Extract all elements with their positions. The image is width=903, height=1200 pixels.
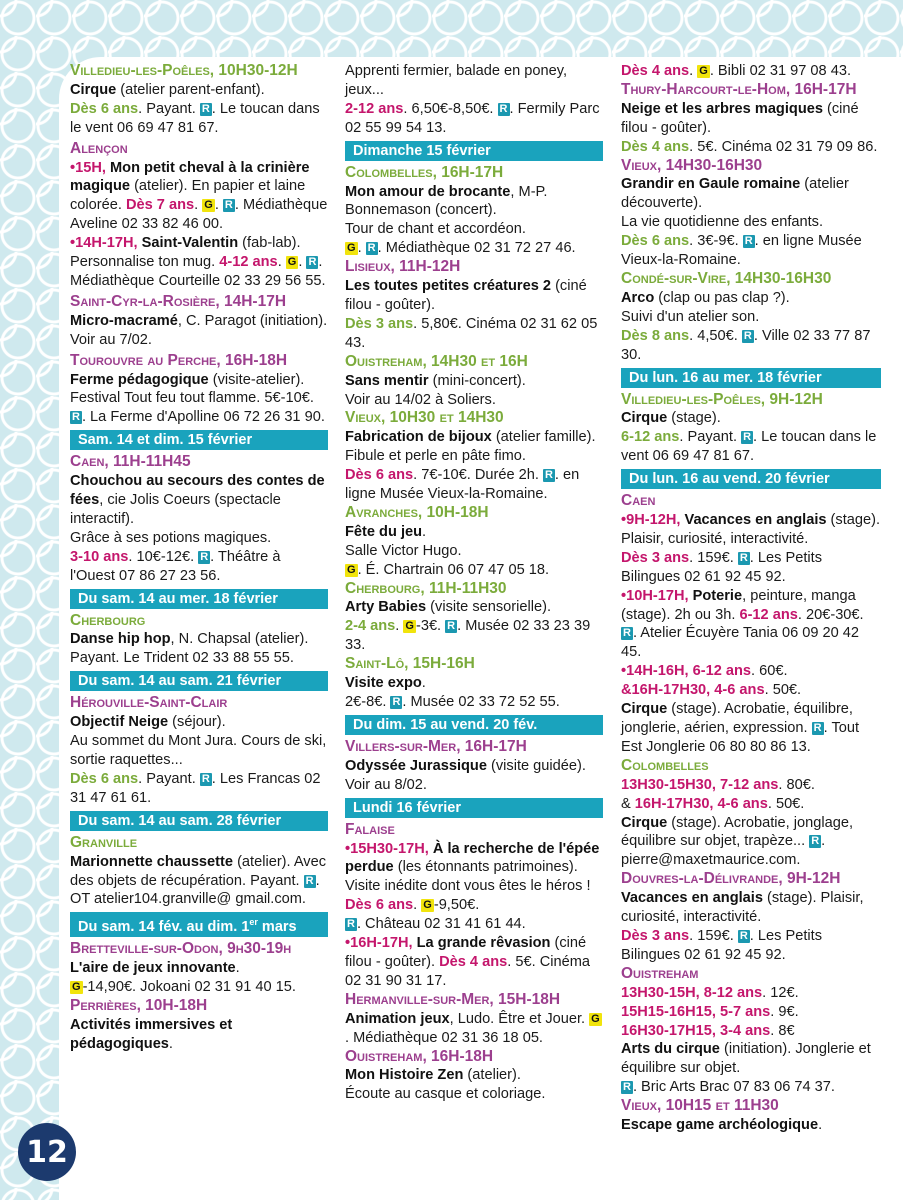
event-title: Cirque: [621, 814, 668, 831]
event-title: Arco: [621, 289, 655, 306]
date-header: Lundi 16 février: [345, 798, 603, 818]
gouter-icon: G: [699, 65, 708, 77]
age-label: 6-12 ans: [739, 606, 798, 623]
date-header: Sam. 14 et dim. 15 février: [70, 430, 328, 450]
event-title: Les toutes petites créatures 2: [345, 278, 552, 295]
event-location: Douvres-la-Délivrande, 9H-12H: [621, 870, 841, 888]
event-lisieux: Lisieux, 11H-12H Les toutes petites créatures 2 (ciné filou - goûter). Dès 3 ans. 5,80€. Cinéma 02 31 62 05 43.: [345, 258, 603, 353]
column-2: [345, 62, 603, 1104]
age-label: 2-4 ans: [345, 618, 396, 635]
reservation-icon: R: [623, 1081, 631, 1094]
event-vieux-gaule: Vieux, 14H30-16H30 Grandir en Gaule romaine (atelier découverte). La vie quotidienne des enfants. Dès 6 ans. 3€-9€. R . en ligne Musée Vieux-la-Romaine.: [621, 157, 881, 270]
age-label: Dès 6 ans: [345, 467, 414, 484]
gouter-icon: G: [347, 563, 356, 576]
event-title: Mon Histoire Zen: [345, 1067, 464, 1084]
reservation-icon: R: [739, 551, 748, 564]
age-label: Dès 3 ans: [345, 315, 414, 332]
event-title: Objectif Neige: [70, 714, 169, 731]
event-cherbourg-arty: Cherbourg, 11H-11H30 Arty Babies (visite sensorielle). 2-4 ans. G -3€. R . Musée 02 33 23 39 33.: [345, 580, 603, 656]
event-granville: Granville Marionnette chaussette (atelier). Avec des objets de récupération. Payant. R . OT atelier104.granville@ gmail.com.: [70, 833, 327, 908]
page-number-badge: 12: [18, 1123, 76, 1181]
column-1: [70, 62, 328, 1054]
event-title: Ferme pédagogique: [70, 371, 209, 388]
date-header: Du lun. 16 au mer. 18 février: [621, 368, 881, 388]
date-header: Du sam. 14 au sam. 21 février: [70, 671, 328, 691]
gouter-icon: G: [423, 899, 432, 912]
event-location: Hermanville-sur-Mer, 15H-18H: [345, 990, 561, 1008]
event-location: Vieux, 14H30-16H30: [621, 156, 763, 174]
event-location: Alençon: [70, 139, 128, 157]
age-label: 6-12 ans: [621, 429, 680, 446]
event-title: L'aire de jeux innovante: [70, 960, 236, 977]
event-location: Bretteville-sur-Odon, 9h30-19h: [70, 940, 292, 958]
event-title: Grandir en Gaule romaine: [621, 176, 801, 193]
event-location: Villedieu-les-Poêles, 10H30-12H: [70, 62, 298, 79]
event-location: Vieux, 10H15 et 11H30: [621, 1097, 779, 1115]
event-title: Neige et les arbres magiques: [621, 100, 823, 117]
event-alencon: Alençon •15H, Mon petit cheval à la crinière magique (atelier). En papier et laine colorée. Dès 7 ans. G . R . Médiathèque Aveline 02 33 82 46 00. •14H-17H, Saint-Valentin (fab-lab). Personnalise ton mug. 4-12 ans. G . R . Médiathèque Courteille 02 33 29 56 55.: [70, 139, 328, 289]
event-title: Escape game archéologique: [621, 1117, 819, 1134]
event-title: Vacances en anglais: [621, 890, 763, 907]
event-cherbourg: Cherbourg Danse hip hop, N. Chapsal (atelier). Payant. Le Trident 02 33 88 55 55.: [70, 612, 328, 669]
event-avranches: Avranches, 10H-18H Fête du jeu. Salle Victor Hugo. G . É. Chartrain 06 07 47 05 18.: [345, 504, 603, 580]
event-title: À la recherche de l'épée perdue: [345, 840, 600, 876]
date-header: Du sam. 14 au mer. 18 février: [70, 589, 328, 609]
reservation-icon: R: [499, 102, 508, 115]
event-bretteville: Bretteville-sur-Odon, 9h30-19h L'aire de jeux innovante. G -14,90€. Jokoani 02 31 91 40 15.: [70, 940, 328, 997]
event-location: Cherbourg, 11H-11H30: [345, 579, 507, 597]
age-label: Dès 4 ans: [439, 953, 508, 970]
gouter-icon: G: [591, 1012, 600, 1025]
event-title: Odyssée Jurassique: [345, 757, 487, 774]
reservation-icon: R: [224, 199, 233, 212]
event-title: Visite expo: [345, 675, 422, 692]
reservation-icon: R: [811, 835, 820, 848]
event-hermanville: Hermanville-sur-Mer, 15H-18H Animation jeux, Ludo. Être et Jouer. G. Médiathèque 02 31 36 18 05.: [345, 991, 603, 1048]
event-location: Saint-Lô, 15H-16H: [345, 655, 475, 673]
event-vieux-escape: Vieux, 10H15 et 11H30 Escape game archéologique.: [621, 1097, 881, 1135]
event-location: Caen: [621, 492, 656, 510]
reservation-icon: R: [743, 431, 752, 444]
age-label: Dès 7 ans: [125, 197, 195, 214]
event-thury: Thury-Harcourt-le-Hom, 16H-17H Neige et les arbres magiques (ciné filou - goûter). Dès 4 ans. 5€. Cinéma 02 31 79 09 86.: [621, 81, 881, 157]
age-label: 2-12 ans: [345, 100, 404, 117]
age-label: Dès 8 ans: [621, 327, 690, 344]
date-header: Dimanche 15 février: [345, 141, 603, 161]
reservation-icon: R: [367, 242, 376, 255]
event-location: Colombelles: [621, 756, 709, 774]
reservation-icon: R: [200, 550, 209, 563]
event-perrieres: Perrières, 10H-18H Activités immersives et pédagogiques.: [70, 997, 328, 1054]
age-label: Dès 3 ans: [621, 927, 690, 944]
date-header: Du sam. 14 fév. au dim. 1er mars: [70, 912, 328, 937]
reservation-icon: R: [544, 469, 553, 482]
event-title: Poterie: [692, 587, 743, 604]
age-label: 4-12 ans: [219, 254, 278, 271]
date-header: Du sam. 14 au sam. 28 février: [70, 811, 328, 831]
event-location: Perrières, 10H-18H: [70, 996, 208, 1014]
column-3: [621, 62, 881, 1135]
age-label: Dès 3 ans: [621, 549, 690, 566]
event-title: Arts du cirque: [621, 1041, 720, 1058]
event-vieux: Vieux, 10H30 et 14H30 Fabrication de bijoux (atelier famille). Fibule et perle en pâte fimo. Dès 6 ans. 7€-10€. Durée 2h. R . en ligne Musée Vieux-la-Romaine.: [345, 409, 603, 504]
event-location: Ouistreham, 14H30 et 16H: [345, 352, 528, 370]
event-title: Animation jeux: [345, 1010, 450, 1027]
gouter-icon: G: [204, 199, 213, 212]
event-ouistreham-zen: Ouistreham, 16H-18H Mon Histoire Zen (atelier). Écoute au casque et coloriage.: [345, 1048, 603, 1105]
reservation-icon: R: [72, 411, 80, 424]
event-title: Marionnette chaussette: [70, 853, 234, 870]
event-location: Ouistreham: [621, 964, 699, 982]
reservation-icon: R: [305, 874, 314, 887]
event-bibli: Dès 4 ans. G . Bibli 02 31 97 08 43.: [621, 63, 852, 79]
event-title: Mon amour de brocante: [345, 183, 511, 200]
reservation-icon: R: [739, 929, 748, 942]
gouter-icon: G: [287, 256, 297, 269]
event-villers: Villers-sur-Mer, 16H-17H Odyssée Jurassique (visite guidée). Voir au 8/02.: [345, 738, 603, 795]
event-herouville: Hérouville-Saint-Clair Objectif Neige (séjour). Au sommet du Mont Jura. Cours de ski, sortie raquettes... Dès 6 ans. Payant. R . Les Francas 02 31 47 61 61.: [70, 694, 327, 806]
reservation-icon: R: [744, 235, 753, 248]
event-colombelles: Colombelles, 16H-17H Mon amour de brocante, M-P. Bonnemason (concert). Tour de chant et accordéon. G . R . Médiathèque 02 31 72 27 46.: [345, 164, 603, 259]
event-caen: Caen, 11H-11H45 Chouchou au secours des contes de fées, cie Jolis Coeurs (spectacle interactif). Grâce à ses potions magiques. 3-10 ans. 10€-12€. R . Théâtre à l'Ouest 07 86 27 23 56.: [70, 453, 328, 585]
event-location: Ouistreham, 16H-18H: [345, 1047, 494, 1065]
reservation-icon: R: [308, 256, 317, 269]
reservation-icon: R: [623, 627, 631, 640]
event-location: Tourouvre au Perche, 16H-18H: [70, 351, 288, 369]
event-title: Cirque: [621, 701, 668, 718]
reservation-icon: R: [201, 772, 210, 785]
event-location: Thury-Harcourt-le-Hom, 16H-17H: [621, 80, 857, 98]
event-location: Cherbourg: [70, 611, 146, 629]
reservation-icon: R: [813, 722, 822, 734]
age-label: 3-10 ans: [70, 548, 129, 565]
age-label: Dès 4 ans: [621, 63, 690, 79]
event-location: Hérouville-Saint-Clair: [70, 694, 228, 712]
event-title: Cirque: [70, 81, 117, 98]
age-label: Dès 4 ans: [621, 138, 690, 155]
reservation-icon: R: [743, 329, 752, 342]
date-header: Du dim. 15 au vend. 20 fév.: [345, 715, 603, 735]
event-title: Cirque: [621, 410, 668, 427]
event-title: Micro-macramé: [70, 312, 178, 329]
event-ouistreham-cirque: Ouistreham 13H30-15H, 8-12 ans. 12€. 15H15-16H15, 5-7 ans. 9€. 16H30-17H15, 3-4 ans. 8€ Arts du cirque (initiation). Jonglerie et équilibre sur objet. R . Bric Arts Brac 07 83 06 74 37.: [621, 965, 881, 1097]
age-label: Dès 6 ans: [70, 100, 139, 117]
event-title: La grande rêvasion: [416, 935, 551, 952]
event-location: Falaise: [345, 820, 395, 838]
event-villedieu-stage: Villedieu-les-Poêles, 9H-12H Cirque (stage). 6-12 ans. Payant. R . Le toucan dans le vent 06 69 47 81 67.: [621, 391, 881, 467]
gouter-icon: G: [405, 620, 414, 633]
reservation-icon: R: [447, 620, 456, 633]
event-saint-lo: Saint-Lô, 15H-16H Visite expo. 2€-8€. R . Musée 02 33 72 52 55.: [345, 655, 603, 712]
event-title: Activités immersives et pédagogiques: [70, 1016, 233, 1052]
age-label: Dès 6 ans: [621, 233, 690, 250]
event-tourouvre: Tourouvre au Perche, 16H-18H Ferme pédagogique (visite-atelier). Festival Tout feu tout flamme. 5€-10€. R . La Ferme d'Apolline 06 72 26 31 90.: [70, 352, 328, 428]
event-location: Villers-sur-Mer, 16H-17H: [345, 737, 527, 755]
event-title: Mon petit cheval à la crinière magique: [70, 159, 310, 195]
reservation-icon: R: [347, 918, 355, 931]
event-falaise: Falaise •15H30-17H, À la recherche de l'épée perdue (les étonnants patrimoines). Visite inédite dont vous êtes le héros ! Dès 6 ans. G -9,50€. R . Château 02 31 41 61 44. •16H-17H, La grande rêvasion (ciné filou - goûter). Dès 4 ans. 5€. Cinéma 02 31 90 31 17.: [345, 821, 603, 991]
event-location: Lisieux, 11H-12H: [345, 258, 461, 276]
event-title: Chouchou au secours des contes de fées: [70, 473, 325, 509]
event-title: Sans mentir: [345, 372, 429, 389]
event-title: Vacances en anglais: [684, 512, 827, 529]
event-douvres: Douvres-la-Délivrande, 9H-12H Vacances en anglais (stage). Plaisir, curiosité, interactivité. Dès 3 ans. 159€. R . Les Petits Bilingues 02 61 92 45 92.: [621, 870, 881, 965]
event-villedieu: Villedieu-les-Poêles, 10H30-12H Cirque (atelier parent-enfant). Dès 6 ans. Payant. R . Le toucan dans le vent 06 69 47 81 67.: [70, 62, 328, 138]
event-title: Fête du jeu: [345, 523, 423, 540]
event-ouistreham: Ouistreham, 14H30 et 16H Sans mentir (mini-concert). Voir au 14/02 à Soliers.: [345, 353, 603, 410]
event-location: Granville: [70, 833, 138, 851]
event-location: Vieux, 10H30 et 14H30: [345, 409, 504, 427]
event-location: Colombelles, 16H-17H: [345, 163, 504, 181]
event-caen-stages: Caen •9H-12H, Vacances en anglais (stage). Plaisir, curiosité, interactivité. Dès 3 ans. 159€. R . Les Petits Bilingues 02 61 92 45 92. •10H-17H, Poterie, peinture, manga (stage). 2h ou 3h. 6-12 ans. 20€-30€. R . Atelier Écuyère Tania 06 09 20 42 45. •14H-16H, 6-12 ans. 60€. &16H-17H30, 4-6 ans. 50€. Cirque (stage). Acrobatie, équilibre, jonglerie, aérien, expression. R . Tout Est Jonglerie 06 80 80 86 13.: [621, 492, 881, 755]
event-saint-cyr: Saint-Cyr-la-Rosière, 14H-17H Micro-macramé, C. Paragot (initiation). Voir au 7/02.: [70, 292, 328, 348]
event-fermily: Apprenti fermier, balade en poney, jeux... 2-12 ans. 6,50€-8,50€. R . Fermily Parc 02 55 99 54 13.: [345, 63, 600, 136]
reservation-icon: R: [392, 696, 401, 708]
gouter-icon: G: [347, 242, 356, 255]
event-title: Danse hip hop: [70, 631, 171, 648]
reservation-icon: R: [201, 102, 210, 115]
event-conde: Condé-sur-Vire, 14H30-16H30 Arco (clap ou pas clap ?). Suivi d'un atelier son. Dès 8 ans. 4,50€. R . Ville 02 33 77 87 30.: [621, 270, 881, 365]
gouter-icon: G: [72, 980, 81, 993]
event-location: Saint-Cyr-la-Rosière, 14H-17H: [70, 292, 287, 310]
age-label: Dès 6 ans: [70, 770, 139, 787]
event-title: Fabrication de bijoux: [345, 429, 492, 446]
event-location: Caen, 11H-11H45: [70, 453, 191, 471]
event-title: Arty Babies: [345, 599, 427, 616]
event-location: Condé-sur-Vire, 14H30-16H30: [621, 269, 832, 287]
event-location: Avranches, 10H-18H: [345, 503, 489, 521]
age-label: Dès 6 ans: [345, 897, 414, 914]
date-header: Du lun. 16 au vend. 20 février: [621, 469, 881, 489]
event-title: Saint-Valentin: [141, 235, 239, 252]
event-location: Villedieu-les-Poêles, 9H-12H: [621, 390, 823, 408]
event-colombelles-cirque: Colombelles 13H30-15H30, 7-12 ans. 80€. & 16H-17H30, 4-6 ans. 50€. Cirque (stage). Acrobatie, jonglage, équilibre sur objet, trapèze... R . pierre@maxetmaurice.com.: [621, 757, 881, 870]
